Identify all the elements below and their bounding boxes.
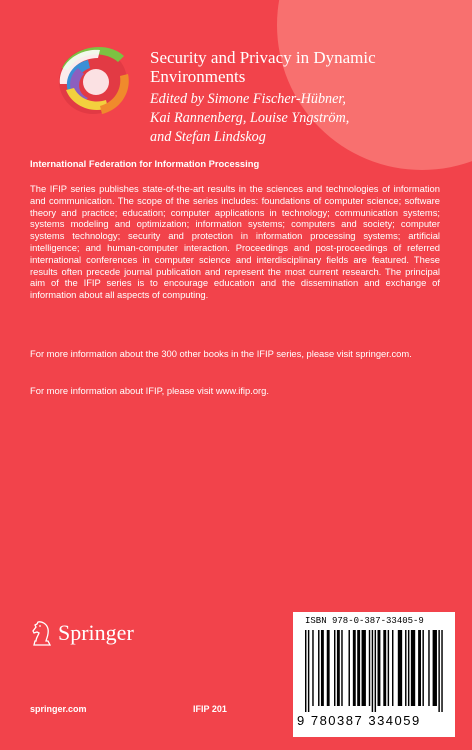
editors-line: Kai Rannenberg, Louise Yngström,: [150, 110, 350, 126]
publisher-logo: [30, 620, 134, 646]
barcode-bar: [378, 630, 381, 706]
publisher-url: springer.com: [30, 704, 87, 714]
book-title: Security and Privacy in Dynamic Environments: [150, 48, 376, 86]
barcode-bar: [321, 630, 324, 706]
barcode-bars: [305, 630, 443, 712]
barcode-box: [293, 612, 455, 737]
barcode-bar: [392, 630, 393, 706]
more-books-info: For more information about the 300 other books in the IFIP series, please visit springer.com.: [30, 348, 412, 359]
editors-line: and Stefan Lindskog: [150, 129, 266, 145]
barcode-bar: [362, 630, 366, 706]
barcode-bar: [357, 630, 360, 706]
isbn-label: ISBN 978-0-387-33405-9: [305, 616, 424, 626]
barcode-bar: [375, 630, 376, 712]
barcode-bar: [428, 630, 429, 706]
barcode-bar: [441, 630, 442, 712]
barcode-bar: [334, 630, 335, 706]
editors-line: Edited by Simone Fischer-Hübner,: [150, 91, 346, 107]
barcode-bar: [398, 630, 402, 706]
barcode-bar: [383, 630, 386, 706]
barcode-bar: [418, 630, 421, 706]
barcode-bar: [341, 630, 342, 706]
series-logo-icon: [52, 38, 138, 122]
barcode-digits: 9 780387 334059: [297, 713, 421, 728]
barcode-bar: [353, 630, 356, 706]
barcode-bar: [308, 630, 309, 712]
barcode-bar: [411, 630, 415, 706]
barcode-bar: [405, 630, 406, 706]
barcode-bar: [369, 630, 370, 706]
barcode-bar: [388, 630, 389, 706]
series-number: IFIP 201: [193, 704, 227, 714]
barcode-bar: [408, 630, 409, 706]
more-ifip-info: For more information about IFIP, please visit www.ifip.org.: [30, 385, 269, 396]
barcode-bar: [337, 630, 340, 706]
barcode-bar: [349, 630, 350, 706]
editors: [150, 90, 410, 147]
knight-icon: [30, 620, 54, 646]
barcode-bar: [305, 630, 306, 712]
barcode-bar: [433, 630, 437, 706]
barcode-bar: [318, 630, 319, 706]
barcode-bar: [422, 630, 423, 706]
series-heading: International Federation for Information Processing: [30, 158, 260, 169]
barcode-bar: [372, 630, 373, 712]
publisher-name: Springer: [58, 620, 134, 645]
series-description: The IFIP series publishes state-of-the-art results in the sciences and technologies of information and communication. The scope of the series includes: foundations of computer science; software theory and practice; education; computer applications in technology; communication systems; systems modeling and optimization; information systems; computers and society; computer systems technology; security and protection in information processing systems; artificial intelligence; and human-computer interaction. Proceedings and post-proceedings of referred international conferences in computer science and interdisciplinary fields are featured. These results often precede journal publication and represent the most current research. The principal aim of the IFIP series is to encourage education and the dissemination and exchange of information about all aspects of computing.: [30, 183, 440, 301]
barcode-bar: [312, 630, 313, 706]
barcode-bar: [327, 630, 330, 706]
barcode-bar: [438, 630, 439, 712]
